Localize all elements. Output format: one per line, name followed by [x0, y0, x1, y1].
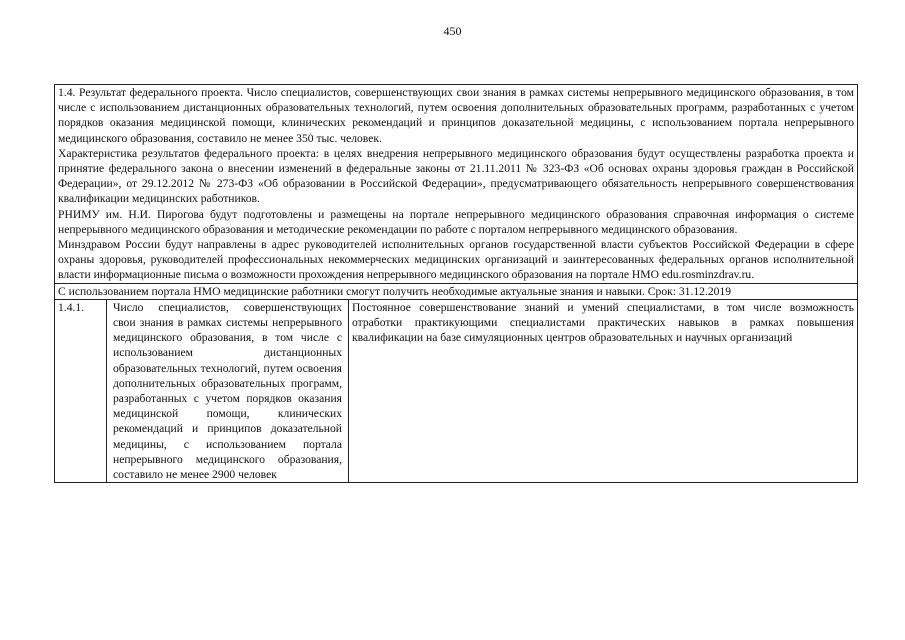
section-cell — [55, 85, 858, 284]
deadline-row — [55, 283, 858, 299]
row-description: Постоянное совершенствование знаний и умений специалистами, в том числе возможность отработки практикующими специалистами практических навыков в рамках повышения квалификации на базе симуляционных центров образовательных и научных организаций — [349, 299, 858, 482]
row-indicator: Число специалистов, совершенствующих свои знания в рамках системы непрерывного медицинского образования, в том числе с использованием дистанционных образовательных технологий, путем освоения дополнительных образовательных программ, разработанных с учетом порядков оказания медицинской помощи, клинических рекомендаций и принципов доказательной медицины, с использованием портала непрерывного медицинского образования, составило не менее 2900 человек — [107, 299, 349, 482]
section-row — [55, 85, 858, 284]
result-table — [54, 84, 858, 483]
table-row — [55, 299, 858, 482]
row-number: 1.4.1. — [55, 299, 107, 482]
page-number: 450 — [443, 24, 462, 38]
rnimu-paragraph: РНИМУ им. Н.И. Пирогова будут подготовлены и размещены на портале непрерывного медицинского образования справочная информация о системе непрерывного медицинского образования и методические рекомендации по работе с порталом непрерывного медицинского образования. — [58, 207, 854, 236]
deadline-cell: С использованием портала НМО медицинские работники смогут получить необходимые актуальные знания и навыки. Срок: 31.12.2019 — [55, 283, 858, 299]
result-paragraph: 1.4. Результат федерального проекта. Число специалистов, совершенствующих свои знания в рамках системы непрерывного медицинского образования, в том числе с использованием дистанционных образовательных технологий, путем освоения дополнительных образовательных программ, разработанных с учетом порядков оказания медицинской помощи, клинических рекомендаций и принципов доказательной медицины, с использованием портала непрерывного медицинского образования, составило не менее 350 тыс. человек. — [58, 86, 854, 145]
characteristic-paragraph: Характеристика результатов федерального проекта: в целях внедрения непрерывного медицинского образования будут осуществлены разработка проекта и принятие федерального закона о внесении изменений в федеральные законы от 21.11.2011 № 323-ФЗ «Об основах охраны здоровья граждан в Российской Федерации», от 29.12.2012 № 273-ФЗ «Об образовании в Российской Федерации», предусматривающего обязательность непрерывного совершенствования квалификации медицинских работников. — [58, 146, 854, 206]
minzdrav-paragraph: Минздравом России будут направлены в адрес руководителей исполнительных органов государственной власти субъектов Российской Федерации в сфере охраны здоровья, руководителей профессиональных некоммерческих медицинских организаций и заинтересованных федеральных органов исполнительной власти информационные письма о возможности прохождения непрерывного медицинского образования на портале НМО edu.rosminzdrav.ru. — [58, 238, 854, 282]
